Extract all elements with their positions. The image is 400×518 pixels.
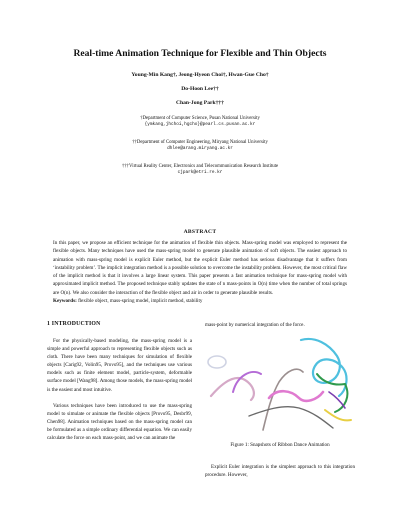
affiliation-name: †††Virtual Reality Center, Electronics and Telecommunication Research Institute: [121, 164, 279, 169]
right-column-paragraph: Explicit Euler integration is the simplest approach to this integration procedure. However,: [205, 464, 355, 479]
keywords: [53, 297, 347, 305]
right-column-continuation: mass-point by numerical integration of the force.: [205, 322, 305, 328]
intro-paragraph-1: For the physically-based modeling, the mass-spring model is a simple and powerful approach to representing flexible objects such as cloth. There have been many techniques for simulation of flexible objects [Carig92, Volin95, Provo95], and the techniques use various models such as finite element model, particle-system, deformable surface model [Wang98]. Among those models, the mass-spring model is the easiest and most intuitive.: [47, 338, 192, 393]
affiliation-email: cjpark@etri.re.kr: [177, 170, 223, 175]
affiliation-name: ††Department of Computer Engineering, Miryang National University: [132, 140, 268, 145]
author-line-3: Chan-Jong Park†††: [175, 100, 225, 106]
ribbon-dance-figure: [205, 334, 355, 436]
affiliation-email: dhlee@arang.miryang.ac.kr: [167, 146, 233, 151]
keywords-list: flexible object, mass-spring model, implicit method, stability: [78, 298, 203, 304]
author-line-1: Young-Min Kang†, Jeong-Hyeon Choi†, Hwan-Gue Cho†: [131, 72, 269, 78]
affiliation-2: [0, 140, 400, 152]
affiliation-1: [0, 116, 400, 128]
section-heading: 1 INTRODUCTION: [47, 321, 101, 327]
keywords-label: Keywords:: [53, 298, 77, 304]
abstract-heading: ABSTRACT: [183, 229, 217, 235]
affiliation-3: [0, 164, 400, 176]
paper-title: Real-time Animation Technique for Flexible and Thin Objects: [73, 48, 327, 59]
affiliation-name: †Department of Computer Science, Pusan National University: [140, 116, 260, 121]
abstract-text: In this paper, we propose an efficient technique for the animation of flexible thin objects. Mass-spring model was employed to represent the flexible objects. Many techniques have used the mass-spring model to generate plausible animation of soft objects. The easiest approach to animation with mass-spring model is explicit Euler method, but the explicit Euler method has serious disadvantage that it suffers from ‘instability problem’. The implicit integration method is a possible solution to overcome the instability problem. However, the most critical flaw of the implicit method is that it involves a large linear system. This paper presents a fast animation technique for mass-spring model with approximated implicit method. The proposed technique stably updates the state of n mass-points in O(n) time when the number of total springs are O(n). We also consider the interaction of the flexible object and air in order to generate plausible results.: [53, 240, 347, 296]
figure-caption: Figure 1: Snapshots of Ribbon Dance Animation: [230, 442, 330, 448]
affiliation-email: {ymkang,jhchoi,hgcho}@pearl.cs.pusan.ac.kr: [144, 122, 256, 127]
author-line-2: Do-Hoon Lee††: [181, 86, 219, 92]
intro-paragraph-2: Various techniques have been introduced to use the mass-spring model to simulate or animate the flexible objects [Provo95, Desbr99, Chen98]. Animation techniques based on the mass-spring model can be formulated as a simple ordinary differential equation. We can easily calculate the force on each mass-point, and we can animate the: [47, 402, 192, 442]
left-column: [47, 337, 192, 450]
